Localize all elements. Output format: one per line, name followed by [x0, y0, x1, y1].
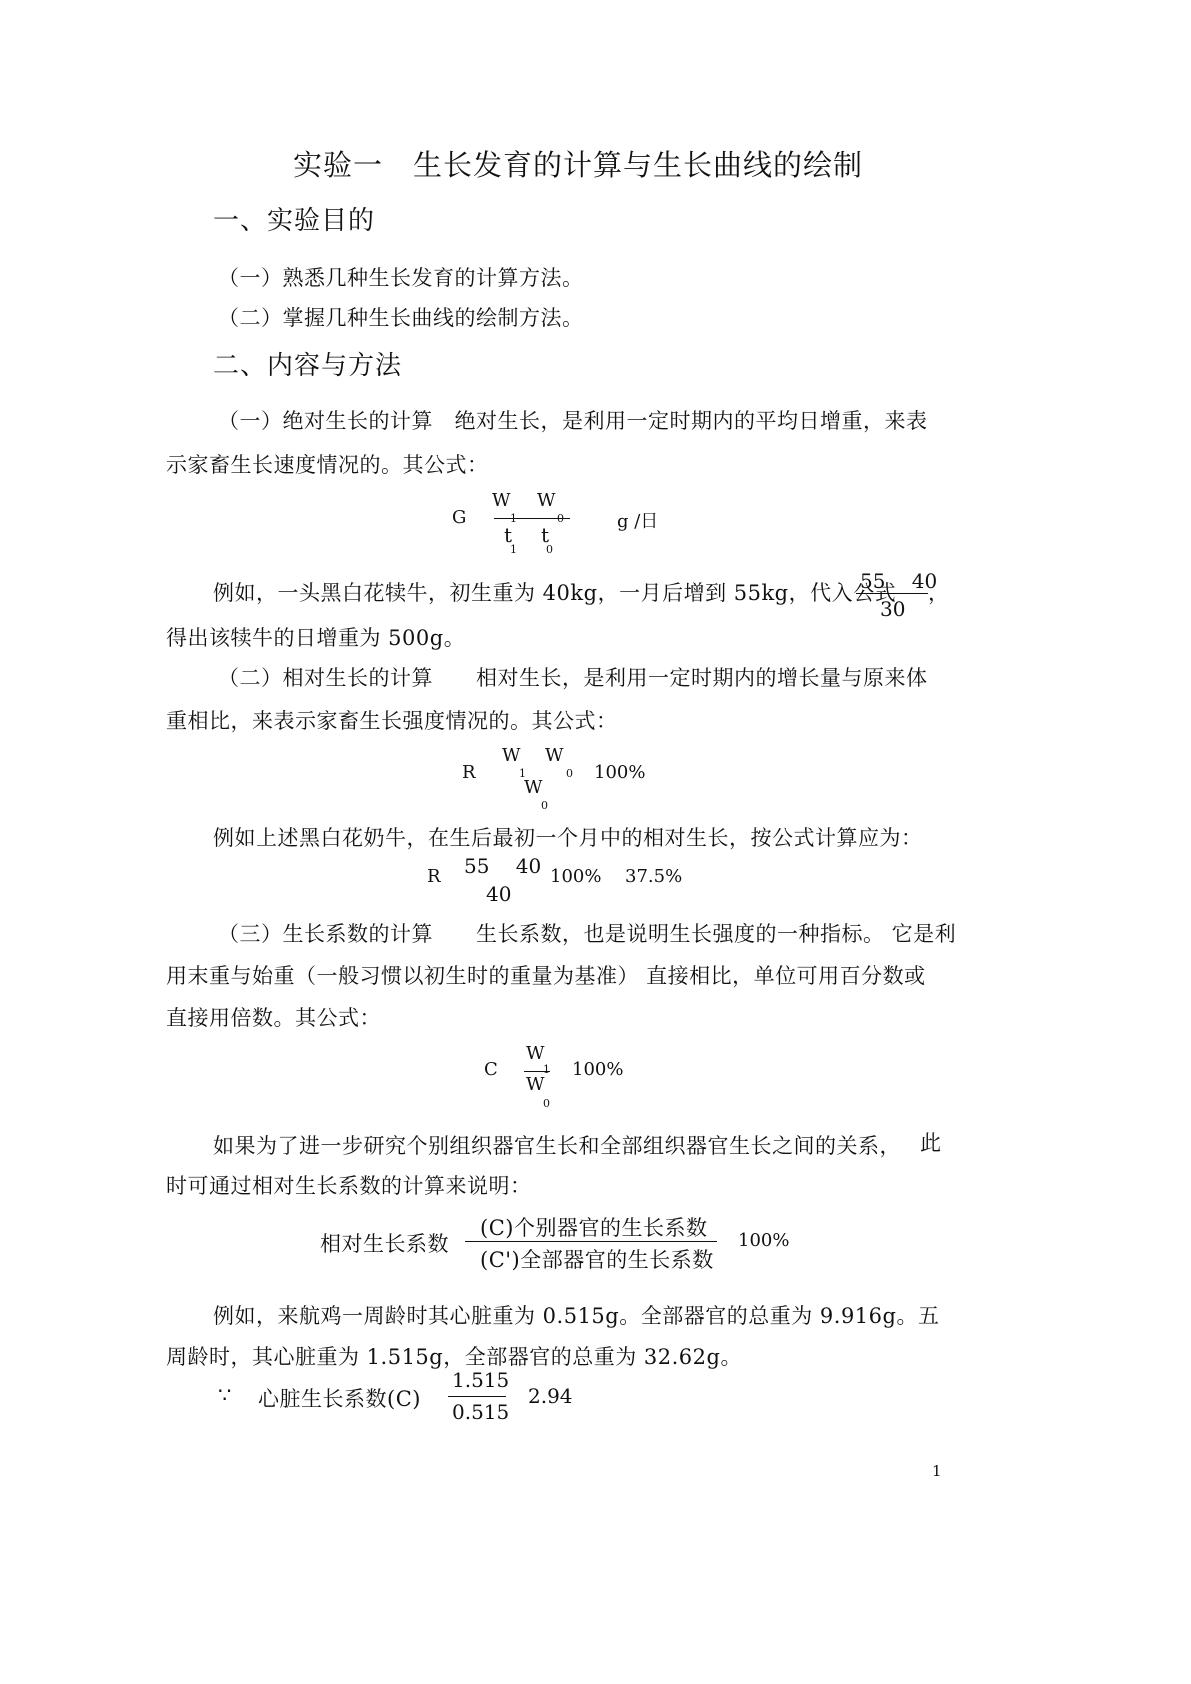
- example-calf-line1: 例如，一头黑白花犊牛，初生重为 40kg，一月后增到 55kg，代入公式: [213, 581, 897, 605]
- paragraph-absolute-growth-line2: 示家畜生长速度情况的。其公式：: [166, 453, 489, 477]
- page-title: 实验一 生长发育的计算与生长曲线的绘制: [293, 148, 864, 182]
- formula-subscript: 0: [566, 767, 573, 780]
- formula-term: W: [492, 490, 511, 511]
- formula-subscript: 1: [543, 1063, 550, 1076]
- formula-subscript: 0: [541, 799, 548, 812]
- example-comma: ，: [928, 581, 950, 605]
- formula-tail: 100%: [572, 1059, 624, 1080]
- example-result: 37.5%: [625, 866, 683, 887]
- objective-item-1: （一）熟悉几种生长发育的计算方法。: [218, 266, 584, 290]
- paragraph-absolute-growth-line1: （一）绝对生长的计算 绝对生长，是利用一定时期内的平均日增重，来表: [218, 409, 928, 433]
- formula-denominator: (C')全部器官的生长系数: [480, 1248, 714, 1272]
- paragraph-growth-coefficient-line2: 用末重与始重（一般习惯以初生时的重量为基准） 直接相比，单位可用百分数或: [166, 964, 926, 988]
- formula-numerator: 1.515: [452, 1368, 510, 1392]
- formula-term: t: [541, 523, 550, 547]
- example-calf-line2: 得出该犊牛的日增重为 500g。: [166, 626, 466, 650]
- example-denominator: 40: [486, 882, 512, 906]
- paragraph-relative-coefficient-line1: 如果为了进一步研究个别组织器官生长和全部组织器官生长之间的关系，: [213, 1134, 901, 1158]
- formula-term: W: [526, 1043, 545, 1064]
- example-chicken-line2: 周龄时，其心脏重为 1.515g，全部器官的总重为 32.62g。: [166, 1345, 742, 1369]
- formula-subscript: 0: [557, 512, 564, 525]
- formula-subscript: 1: [510, 512, 517, 525]
- formula-result: 2.94: [528, 1384, 573, 1408]
- formula-symbol: C: [484, 1059, 498, 1080]
- example-chicken-line1: 例如，来航鸡一周龄时其心脏重为 0.515g。全部器官的总重为 9.916g。五: [213, 1304, 940, 1328]
- formula-label: 相对生长系数: [320, 1232, 449, 1256]
- example-cow-line1: 例如上述黑白花奶牛，在生后最初一个月中的相对生长，按公式计算应为：: [213, 826, 923, 850]
- formula-symbol: R: [427, 866, 441, 887]
- fraction-bar: [448, 1396, 506, 1397]
- fraction-bar: [494, 518, 570, 519]
- example-numerator: 55 40: [464, 854, 542, 878]
- section-heading-objectives: 一、实验目的: [213, 206, 376, 236]
- formula-term: t: [504, 523, 513, 547]
- page-number: 1: [932, 1462, 942, 1480]
- overlay-character: 此: [920, 1131, 942, 1155]
- formula-subscript: 1: [510, 543, 517, 556]
- paragraph-relative-growth-line1: （二）相对生长的计算 相对生长，是利用一定时期内的增长量与原来体: [218, 666, 928, 690]
- formula-term: W: [502, 745, 521, 766]
- fraction-bar: [856, 593, 928, 594]
- formula-term: W: [537, 490, 556, 511]
- formula-denominator: 0.515: [452, 1400, 510, 1424]
- section-heading-methods: 二、内容与方法: [213, 351, 403, 381]
- formula-term: W: [526, 1074, 545, 1095]
- example-multiplier: 100%: [550, 866, 602, 887]
- formula-term: W: [545, 745, 564, 766]
- fraction-bar: [465, 1241, 717, 1242]
- paragraph-relative-growth-line2: 重相比，来表示家畜生长强度情况的。其公式：: [166, 709, 618, 733]
- example-denominator: 30: [880, 597, 906, 621]
- formula-symbol: G: [452, 507, 467, 528]
- example-numerator: 55 40: [860, 569, 938, 593]
- formula-symbol: R: [462, 762, 476, 783]
- formula-tail: 100%: [594, 762, 646, 783]
- formula-tail: 100%: [738, 1230, 790, 1251]
- paragraph-growth-coefficient-line1: （三）生长系数的计算 生长系数，也是说明生长强度的一种指标。 它是利: [218, 922, 957, 946]
- paragraph-relative-coefficient-line2: 时可通过相对生长系数的计算来说明：: [166, 1174, 532, 1198]
- objective-item-2: （二）掌握几种生长曲线的绘制方法。: [218, 306, 584, 330]
- because-symbol: ∵: [218, 1383, 232, 1407]
- formula-numerator: (C)个别器官的生长系数: [480, 1216, 708, 1240]
- formula-subscript: 1: [519, 767, 526, 780]
- formula-term: W: [524, 777, 543, 798]
- formula-subscript: 0: [543, 1097, 550, 1110]
- formula-label: 心脏生长系数(C): [258, 1387, 421, 1411]
- paragraph-growth-coefficient-line3: 直接用倍数。其公式：: [166, 1006, 381, 1030]
- formula-subscript: 0: [546, 543, 553, 556]
- formula-unit: g /日: [617, 511, 659, 532]
